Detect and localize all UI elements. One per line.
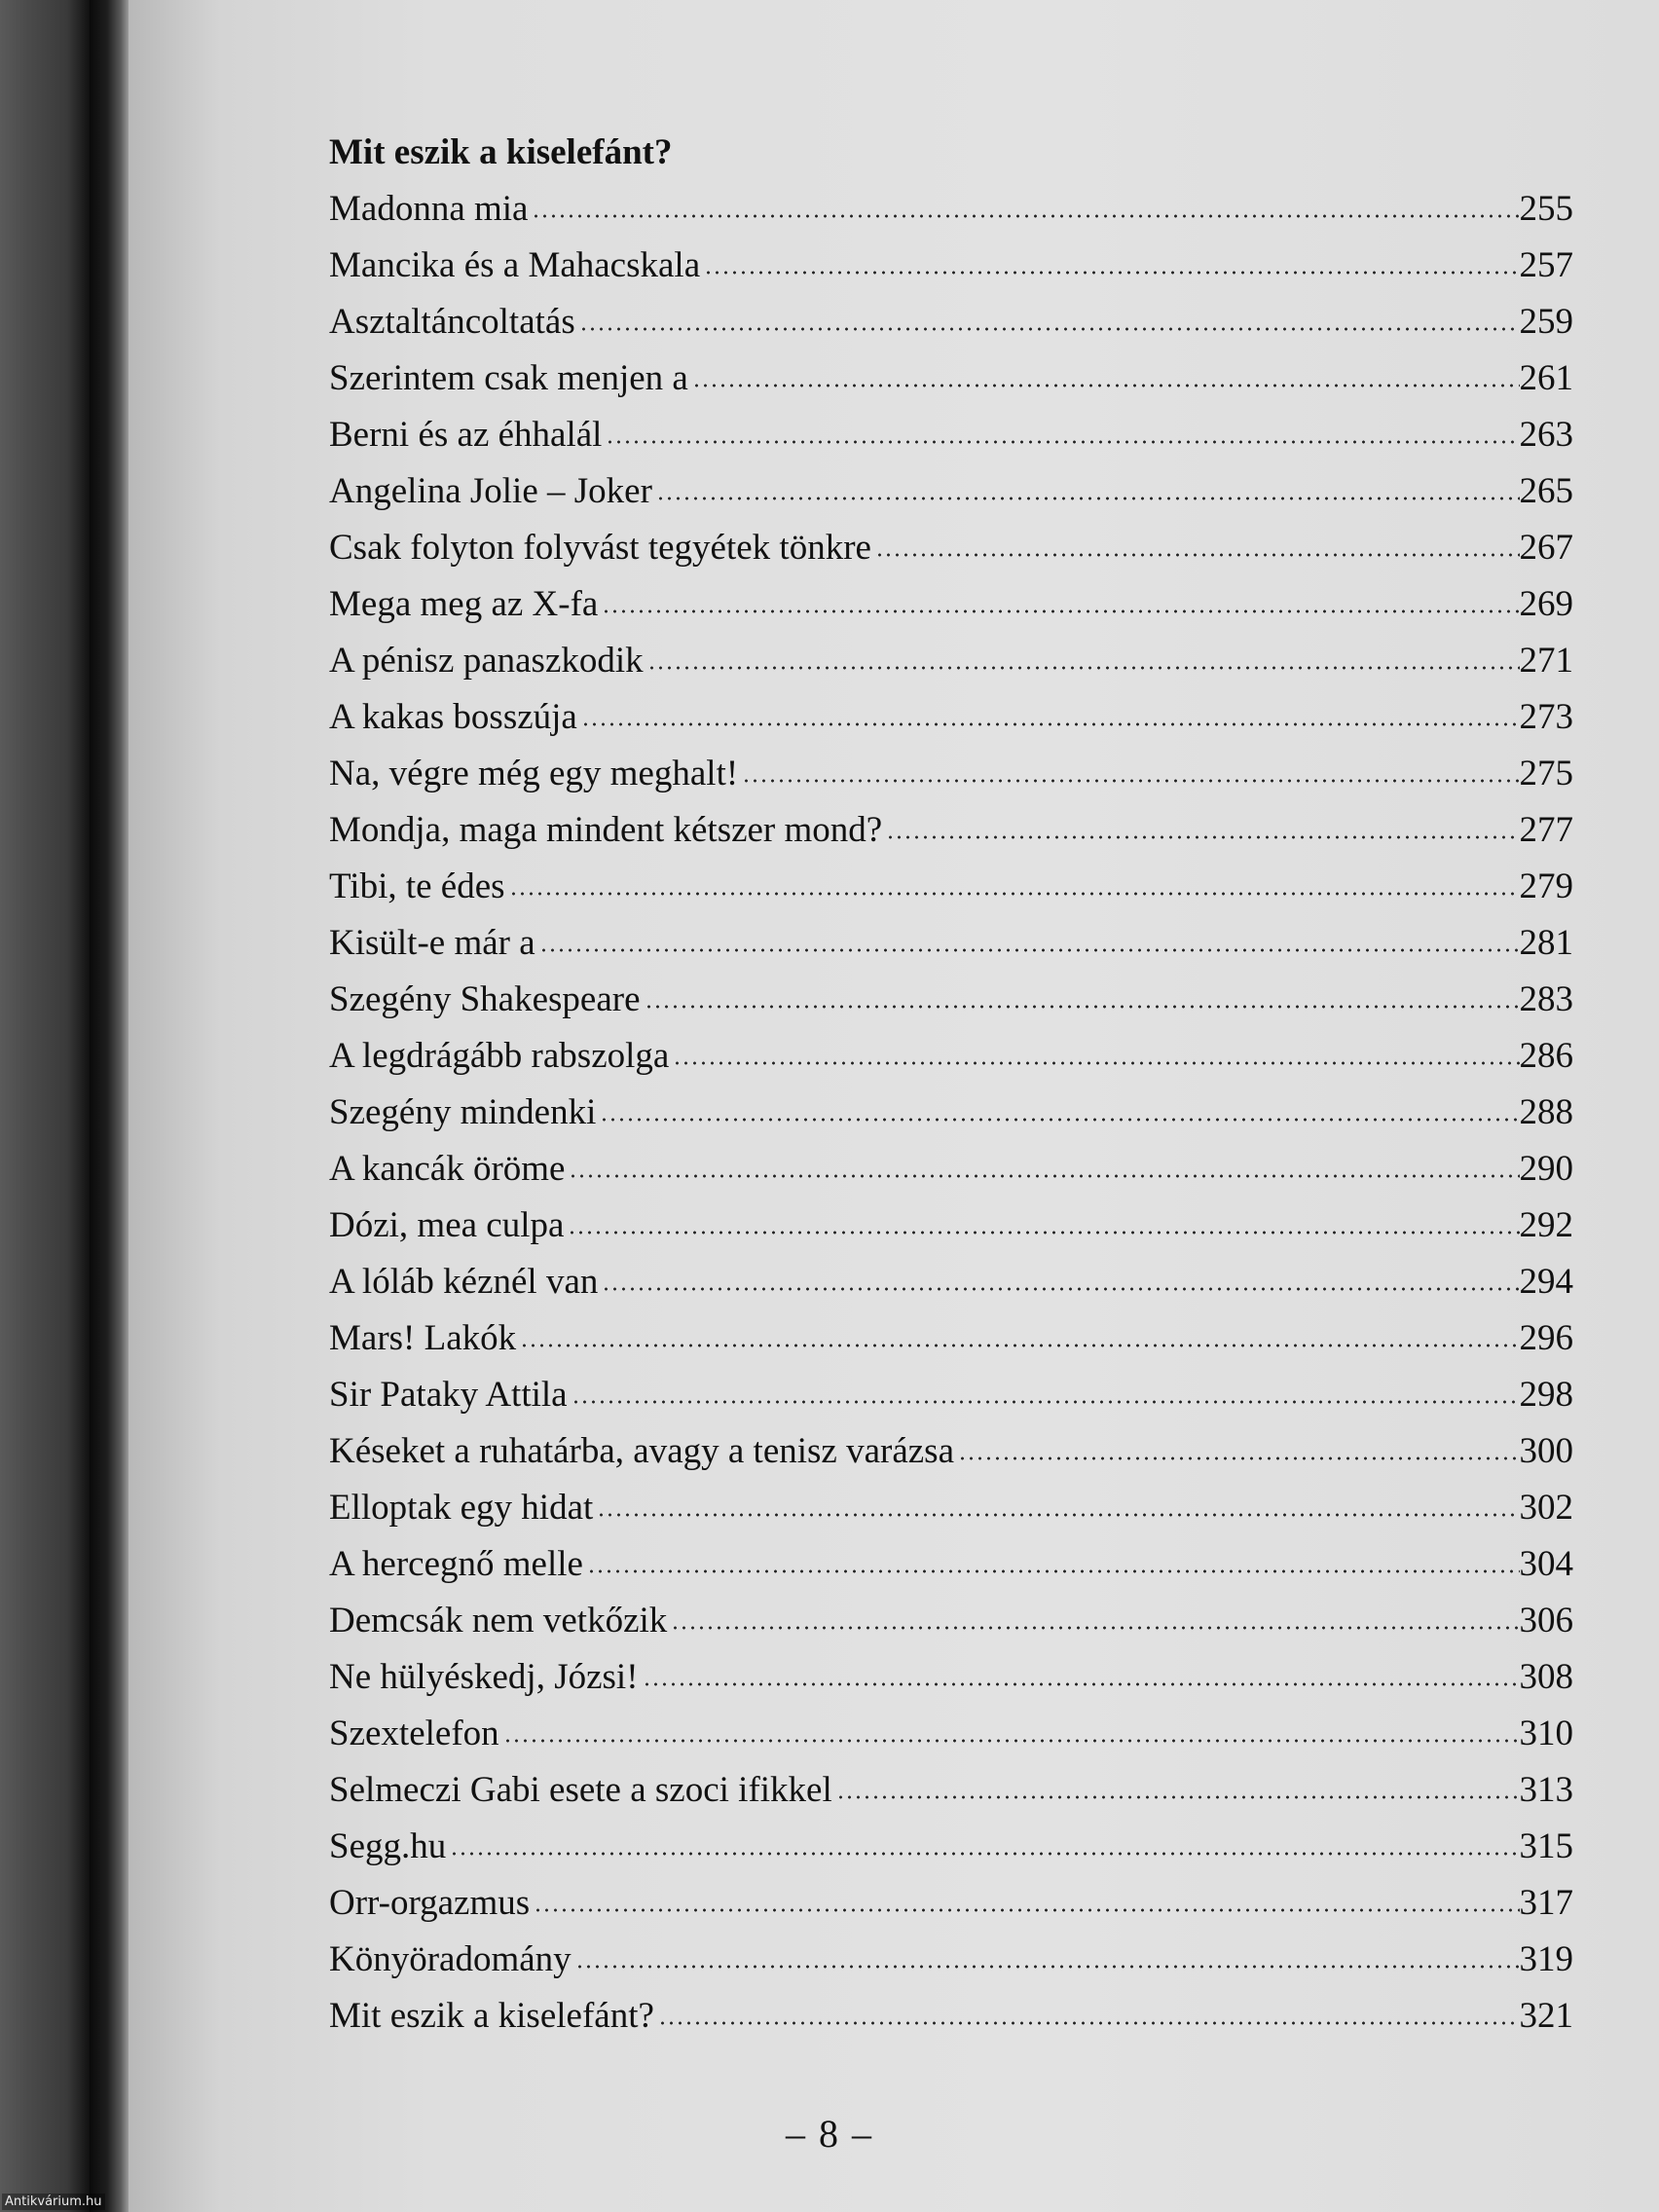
- toc-entry-title: Asztaltáncoltatás: [329, 302, 575, 342]
- toc-entry: [329, 1593, 1573, 1649]
- toc-entry-title: Sir Pataky Attila: [329, 1375, 568, 1415]
- toc-entry-title: Szextelefon: [329, 1714, 499, 1753]
- toc-entry-page: 273: [1519, 697, 1573, 737]
- toc-entry-title: Késeket a ruhatárba, avagy a tenisz varázsa: [329, 1431, 955, 1471]
- toc-entry-page: 257: [1519, 245, 1573, 285]
- toc-entry: [329, 238, 1573, 294]
- toc-entry-title: Berni és az éhhalál: [329, 415, 603, 455]
- toc-entry-page: 271: [1519, 641, 1573, 681]
- toc-entry: [329, 802, 1573, 859]
- toc-entry-page: 283: [1519, 979, 1573, 1019]
- toc-entry: [329, 350, 1573, 407]
- toc-entry-page: 292: [1519, 1205, 1573, 1245]
- toc-entry-page: 269: [1519, 584, 1573, 624]
- page-gutter-shadow: [90, 0, 129, 2212]
- toc-entry: [329, 1819, 1573, 1875]
- toc-entry-title: A kancák öröme: [329, 1149, 566, 1189]
- dot-leader: [581, 721, 1520, 727]
- toc-entry-title: A kakas bosszúja: [329, 697, 577, 737]
- toc-entry-page: 275: [1519, 754, 1573, 793]
- toc-entry: [329, 633, 1573, 689]
- toc-entry: [329, 1085, 1573, 1141]
- toc-entry: [329, 746, 1573, 802]
- toc-entry-title: Szerintem csak menjen a: [329, 358, 688, 398]
- dot-leader: [571, 1399, 1520, 1405]
- toc-entry: [329, 1141, 1573, 1198]
- toc-entry-page: 302: [1519, 1488, 1573, 1528]
- dot-leader: [656, 496, 1520, 501]
- toc-entry-page: 259: [1519, 302, 1573, 342]
- toc-entry-page: 306: [1519, 1601, 1573, 1641]
- toc-entry: [329, 1028, 1573, 1085]
- toc-entry: [329, 576, 1573, 633]
- toc-entry-page: 263: [1519, 415, 1573, 455]
- toc-entry: [329, 1762, 1573, 1819]
- book-spine: [0, 0, 90, 2212]
- toc-entry-page: 294: [1519, 1262, 1573, 1302]
- toc-entry-title: Selmeczi Gabi esete a szoci ifikkel: [329, 1770, 832, 1810]
- toc-entry-title: Angelina Jolie – Joker: [329, 471, 652, 511]
- toc-entry-page: 308: [1519, 1657, 1573, 1697]
- toc-entry-page: 321: [1519, 1996, 1573, 2036]
- toc-entry-title: Segg.hu: [329, 1826, 447, 1866]
- toc-entry-page: 298: [1519, 1375, 1573, 1415]
- toc-entry-title: Mancika és a Mahacskala: [329, 245, 701, 285]
- toc-entry-title: Tibi, te édes: [329, 866, 505, 906]
- toc-entry-page: 255: [1519, 189, 1573, 229]
- toc-entry-title: Elloptak egy hidat: [329, 1488, 594, 1528]
- toc-entry: [329, 1310, 1573, 1367]
- toc-entry: [329, 520, 1573, 576]
- toc-entry-title: Orr-orgazmus: [329, 1883, 531, 1923]
- toc-entry-page: 265: [1519, 471, 1573, 511]
- dot-leader: [568, 1230, 1519, 1235]
- toc-entry-title: Madonna mia: [329, 189, 529, 229]
- toc-entry: [329, 463, 1573, 520]
- dot-leader: [534, 1907, 1519, 1913]
- toc-entry: [329, 1367, 1573, 1423]
- toc-entry-page: 300: [1519, 1431, 1573, 1471]
- toc-entry-page: 267: [1519, 528, 1573, 568]
- toc-entry-page: 281: [1519, 923, 1573, 963]
- toc-entry-title: Dózi, mea culpa: [329, 1205, 565, 1245]
- dot-leader: [647, 665, 1520, 671]
- watermark-text: Antikvárium.hu: [2, 2194, 105, 2210]
- toc-entry-page: 296: [1519, 1318, 1573, 1358]
- toc-entry: [329, 294, 1573, 350]
- toc-entry: [329, 1536, 1573, 1593]
- toc-entry-title: Na, végre még egy meghalt!: [329, 754, 739, 793]
- toc-entry: [329, 1480, 1573, 1536]
- toc-entry: [329, 859, 1573, 915]
- table-of-contents: [329, 125, 1573, 2045]
- dot-leader: [692, 383, 1520, 388]
- dot-leader: [575, 1964, 1520, 1970]
- dot-leader: [673, 1060, 1519, 1066]
- dot-leader: [606, 439, 1519, 445]
- toc-entry: [329, 1875, 1573, 1932]
- dot-leader: [539, 947, 1520, 953]
- dot-leader: [532, 213, 1519, 219]
- dot-leader: [958, 1456, 1519, 1461]
- dot-leader: [509, 891, 1520, 897]
- dot-leader: [658, 2020, 1520, 2026]
- dot-leader: [569, 1173, 1519, 1179]
- dot-leader: [645, 1004, 1520, 1010]
- page-number: – 8 –: [786, 2112, 873, 2156]
- toc-entry-title: Csak folyton folyvást tegyétek tönkre: [329, 528, 871, 568]
- toc-entry-title: Szegény Shakespeare: [329, 979, 641, 1019]
- toc-entry-page: 319: [1519, 1939, 1573, 1979]
- dot-leader: [875, 552, 1520, 558]
- toc-entry-title: Mondja, maga mindent kétszer mond?: [329, 810, 883, 850]
- toc-entry-page: 304: [1519, 1544, 1573, 1584]
- toc-entry-title: Demcsák nem vetkőzik: [329, 1601, 668, 1641]
- toc-entry-title: A legdrágább rabszolga: [329, 1036, 670, 1076]
- toc-entry-page: 288: [1519, 1092, 1573, 1132]
- toc-entries: [329, 181, 1573, 2045]
- toc-entry-title: Mars! Lakók: [329, 1318, 517, 1358]
- toc-entry: [329, 972, 1573, 1028]
- toc-entry-title: Szegény mindenki: [329, 1092, 597, 1132]
- dot-leader: [587, 1568, 1520, 1574]
- dot-leader: [643, 1681, 1520, 1687]
- toc-entry-title: Ne hülyéskedj, Józsi!: [329, 1657, 639, 1697]
- toc-entry-title: A pénisz panaszkodik: [329, 641, 644, 681]
- toc-entry-page: 261: [1519, 358, 1573, 398]
- toc-entry-title: Kisült-e már a: [329, 923, 535, 963]
- toc-entry-title: Könyöradomány: [329, 1939, 571, 1979]
- dot-leader: [602, 1286, 1519, 1292]
- toc-entry: [329, 181, 1573, 238]
- toc-entry-title: A lóláb kéznél van: [329, 1262, 599, 1302]
- dot-leader: [503, 1738, 1520, 1744]
- toc-entry-title: Mit eszik a kiselefánt?: [329, 1996, 654, 2036]
- dot-leader: [886, 834, 1519, 840]
- toc-entry-title: A hercegnő melle: [329, 1544, 583, 1584]
- toc-entry: [329, 1423, 1573, 1480]
- dot-leader: [602, 608, 1519, 614]
- toc-entry: [329, 1254, 1573, 1310]
- toc-entry-page: 315: [1519, 1826, 1573, 1866]
- toc-entry: [329, 1198, 1573, 1254]
- toc-entry: [329, 407, 1573, 463]
- dot-leader: [600, 1117, 1519, 1123]
- toc-entry-page: 313: [1519, 1770, 1573, 1810]
- dot-leader: [704, 270, 1519, 276]
- toc-entry: [329, 1932, 1573, 1988]
- dot-leader: [579, 326, 1520, 332]
- toc-entry: [329, 689, 1573, 746]
- dot-leader: [836, 1794, 1520, 1800]
- toc-entry-page: 286: [1519, 1036, 1573, 1076]
- section-heading: Mit eszik a kiselefánt?: [329, 132, 673, 172]
- toc-entry: [329, 1649, 1573, 1706]
- toc-entry: [329, 915, 1573, 972]
- dot-leader: [597, 1512, 1519, 1518]
- toc-entry: [329, 1988, 1573, 2045]
- toc-entry: [329, 1706, 1573, 1762]
- dot-leader: [520, 1343, 1519, 1348]
- toc-entry-page: 279: [1519, 866, 1573, 906]
- toc-entry-page: 310: [1519, 1714, 1573, 1753]
- toc-entry-title: Mega meg az X-fa: [329, 584, 599, 624]
- dot-leader: [450, 1851, 1519, 1857]
- toc-entry-page: 290: [1519, 1149, 1573, 1189]
- dot-leader: [671, 1625, 1519, 1631]
- toc-entry-page: 317: [1519, 1883, 1573, 1923]
- dot-leader: [742, 778, 1519, 784]
- toc-entry-page: 277: [1519, 810, 1573, 850]
